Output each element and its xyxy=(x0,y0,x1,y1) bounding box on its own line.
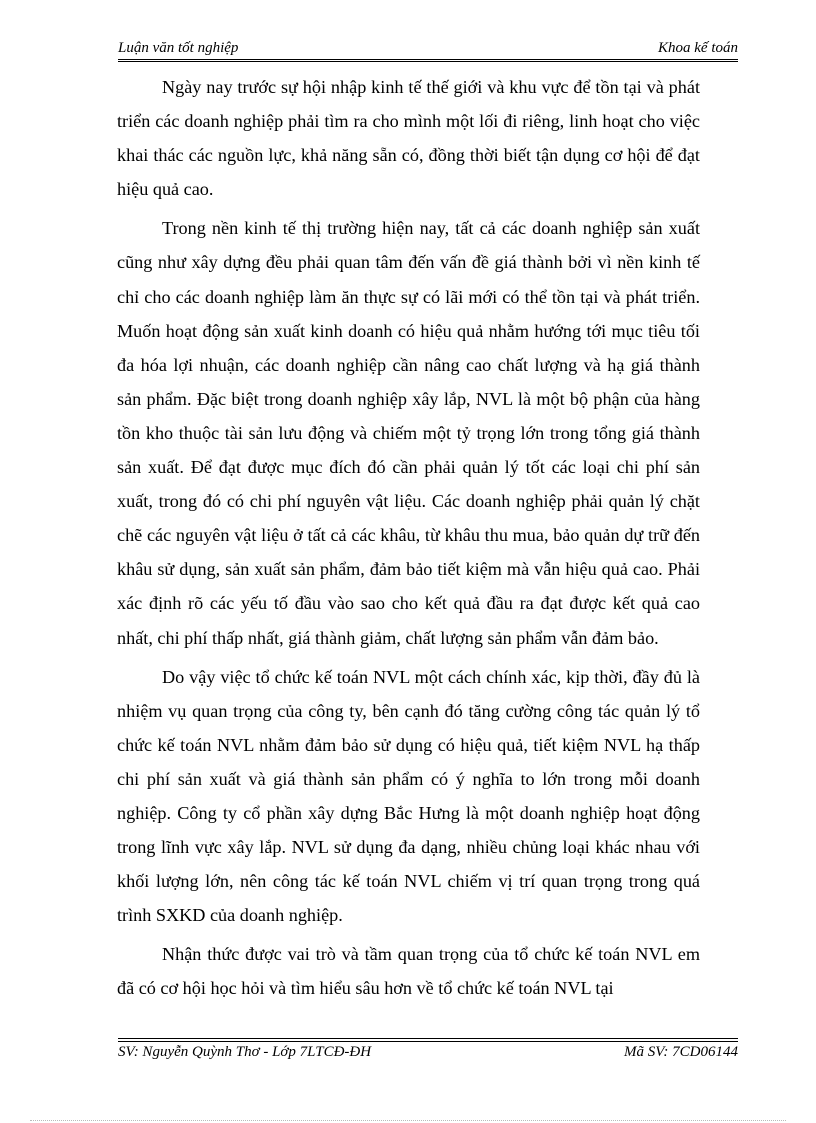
paragraph: Trong nền kinh tế thị trường hiện nay, tất cả các doanh nghiệp sản xuất cũng như xây dựng đều phải quan tâm đến vấn đề giá thành bởi vì nền kinh tế chỉ cho các doanh nghiệp làm ăn thực sự có lãi mới có thể tồn tại và phát triển. Muốn hoạt động sản xuất kinh doanh có hiệu quả nhằm hướng tới mục tiêu tối đa hóa lợi nhuận, các doanh nghiệp cần nâng cao chất lượng và hạ giá thành sản phẩm. Đặc biệt trong doanh nghiệp xây lắp, NVL là một bộ phận của hàng tồn kho thuộc tài sản lưu động và chiếm một tỷ trọng lớn trong tổng giá thành sản xuất. Để đạt được mục đích đó cần phải quản lý tốt các loại chi phí sản xuất, trong đó có chi phí nguyên vật liệu. Các doanh nghiệp phải quản lý chặt chẽ các nguyên vật liệu ở tất cả các khâu, từ khâu thu mua, bảo quản dự trữ đến khâu sử dụng, sản xuất sản phẩm, đảm bảo tiết kiệm mà vẫn hiệu quả cao. Phải xác định rõ các yếu tố đầu vào sao cho kết quả đầu ra đạt được kết quả cao nhất, chi phí thấp nhất, giá thành giảm, chất lượng sản phẩm vẫn đảm bảo. xyxy=(117,218,700,648)
paragraph: Do vậy việc tổ chức kế toán NVL một cách chính xác, kịp thời, đầy đủ là nhiệm vụ quan trọng của công ty, bên cạnh đó tăng cường công tác quản lý tổ chức kế toán NVL nhằm đảm bảo sử dụng có hiệu quả, tiết kiệm NVL hạ thấp chi phí sản xuất và giá thành sản phẩm có ý nghĩa to lớn trong mỗi doanh nghiệp. Công ty cổ phần xây dựng Bắc Hưng là một doanh nghiệp hoạt động trong lĩnh vực xây lắp. NVL sử dụng đa dạng, nhiều chủng loại khác nhau với khối lượng lớn, nên công tác kế toán NVL chiếm vị trí quan trọng trong quá trình SXKD của doanh nghiệp. xyxy=(117,666,700,926)
footer-student-id: Mã SV: 7CD06144 xyxy=(623,1044,738,1060)
page-header xyxy=(118,34,738,60)
paragraph: Ngày nay trước sự hội nhập kinh tế thế giới và khu vực để tồn tại và phát triển các doanh nghiệp phải tìm ra cho mình một lối đi riêng, linh hoạt cho việc khai thác các nguồn lực, khả năng sẵn có, đồng thời biết tận dụng cơ hội để đạt hiệu quả cao. xyxy=(117,77,700,200)
footer-rule xyxy=(118,1041,738,1042)
header-rule xyxy=(118,61,738,62)
page-bottom-divider xyxy=(30,1120,786,1121)
footer-student-info: SV: Nguyễn Quỳnh Thơ - Lớp 7LTCĐ-ĐH xyxy=(118,1044,372,1060)
page-footer xyxy=(118,1044,738,1066)
body-text xyxy=(117,70,700,1006)
paragraph: Nhận thức được vai trò và tầm quan trọng của tổ chức kế toán NVL em đã có cơ hội học hỏi và tìm hiểu sâu hơn về tổ chức kế toán NVL tại xyxy=(117,944,700,999)
header-department: Khoa kế toán xyxy=(658,40,738,56)
footer-rule xyxy=(118,1038,738,1039)
header-rule xyxy=(118,59,738,60)
header-thesis-title: Luận văn tốt nghiệp xyxy=(118,40,239,56)
